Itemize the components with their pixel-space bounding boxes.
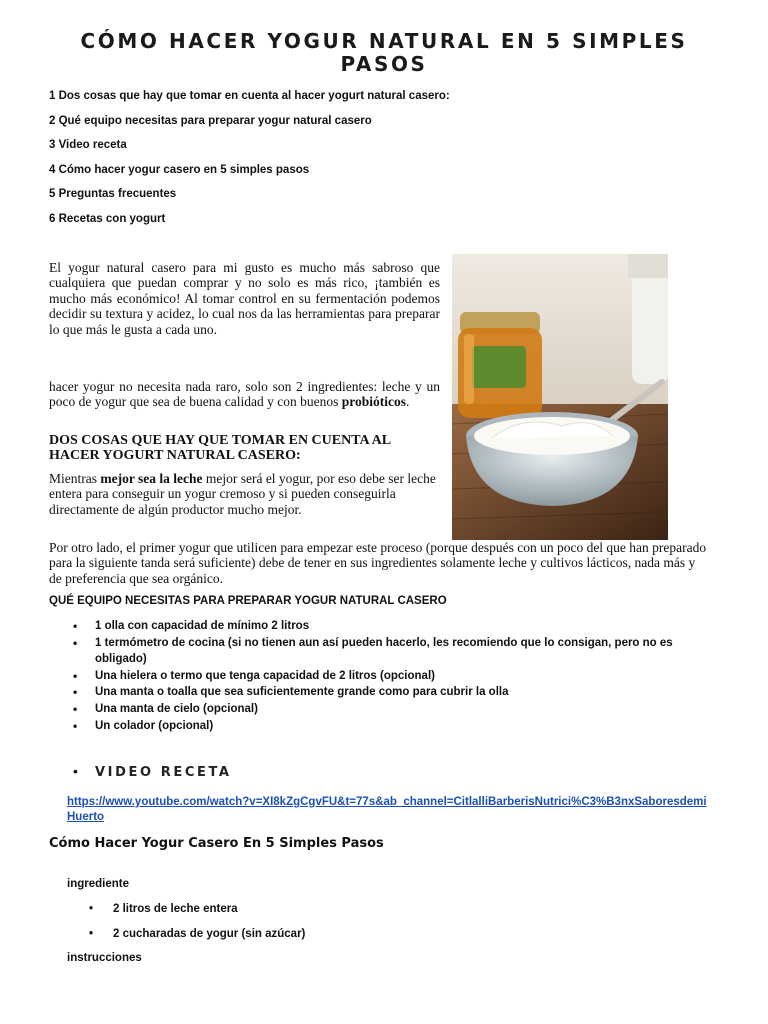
- list-item: • 2 cucharadas de yogur (sin azúcar): [67, 927, 305, 952]
- yogurt-bowl-photo: [452, 254, 668, 540]
- probiotics-emphasis: probióticos: [341, 394, 407, 410]
- list-item: • 2 litros de leche entera: [67, 902, 305, 927]
- list-item: • Un colador (opcional): [49, 718, 709, 735]
- ingredients-heading: ingrediente: [67, 878, 129, 890]
- text-run: Mientras: [49, 471, 101, 486]
- section-heading-steps: Cómo Hacer Yogur Casero En 5 Simples Pasos: [49, 836, 384, 851]
- table-of-contents: [49, 89, 649, 237]
- toc-item[interactable]: 4 Cómo hacer yogur casero en 5 simples pasos: [49, 163, 310, 176]
- toc-item[interactable]: 3 Video receta: [49, 139, 127, 152]
- instructions-heading: instrucciones: [67, 952, 142, 964]
- section-heading-equipment: QUÉ EQUIPO NECESITAS PARA PREPARAR YOGUR NATURAL CASERO: [49, 595, 447, 607]
- equipment-list: [49, 618, 709, 734]
- section-heading-video: VIDEO RECETA: [95, 765, 232, 780]
- list-item: • Una manta o toalla que sea suficientemente grande como para cubrir la olla: [49, 684, 709, 701]
- text-run: .: [406, 394, 410, 410]
- toc-item[interactable]: 6 Recetas con yogurt: [49, 212, 166, 225]
- list-item: • Una hielera o termo que tenga capacidad de 2 litros (opcional): [49, 668, 709, 685]
- video-link[interactable]: https://www.youtube.com/watch?v=XI8kZgCgvFU&t=77s&ab_channel=CitlalliBarberisNutrici%C3%B3nxSaboresdemiHuerto: [67, 796, 707, 823]
- page-title: CÓMO HACER YOGUR NATURAL EN 5 SIMPLES PASOS: [80, 29, 688, 76]
- text-run: hacer yogur no necesita nada raro, solo son 2 ingredientes: leche y un poco de yogur que sea de buena calidad y con buenos: [49, 379, 440, 410]
- yogurt-bowl-illustration: [452, 254, 668, 540]
- text-run: mejor será el yogur, por eso debe ser leche entera para conseguir un yogur cremoso y si pueden conseguirla directamente de algún productor mucho mejor.: [49, 471, 436, 517]
- milk-emphasis: mejor sea la leche: [100, 471, 203, 486]
- toc-item[interactable]: 5 Preguntas frecuentes: [49, 188, 177, 201]
- milk-paragraph: [49, 471, 440, 517]
- list-item: • 1 olla con capacidad de mínimo 2 litros: [49, 618, 709, 635]
- intro-paragraph: El yogur natural casero para mi gusto es mucho más sabroso que cualquiera que puedan comprar y no solo es más rico, ¡también es mucho más económico! Al tomar control en su fermentación podemos decidir su textura y acidez, lo cual nos da las herramientas para preparar lo que más le gusta a cada uno.: [49, 260, 440, 337]
- toc-item[interactable]: 2 Qué equipo necesitas para preparar yogur natural casero: [49, 114, 372, 127]
- list-item: • 1 termómetro de cocina (si no tienen aun así pueden hacerlo, les recomiendo que lo consigan, pero no es obligado): [49, 635, 709, 668]
- list-item: • Una manta de cielo (opcional): [49, 701, 709, 718]
- section-heading-two-things: DOS COSAS QUE HAY QUE TOMAR EN CUENTA AL HACER YOGURT NATURAL CASERO:: [49, 433, 391, 464]
- bullet-icon: •: [73, 763, 78, 779]
- starter-yogurt-paragraph: Por otro lado, el primer yogur que utilicen para empezar este proceso (porque después con un poco del que han preparado para la siguiente tanda será suficiente) debe de tener en sus ingredientes solamente leche y cultivos lácticos, nada más y de preferencia que sea orgánico.: [49, 540, 707, 586]
- ingredients-paragraph: [49, 379, 440, 410]
- toc-item[interactable]: 1 Dos cosas que hay que tomar en cuenta al hacer yogurt natural casero:: [49, 90, 450, 102]
- ingredients-list: [67, 902, 305, 951]
